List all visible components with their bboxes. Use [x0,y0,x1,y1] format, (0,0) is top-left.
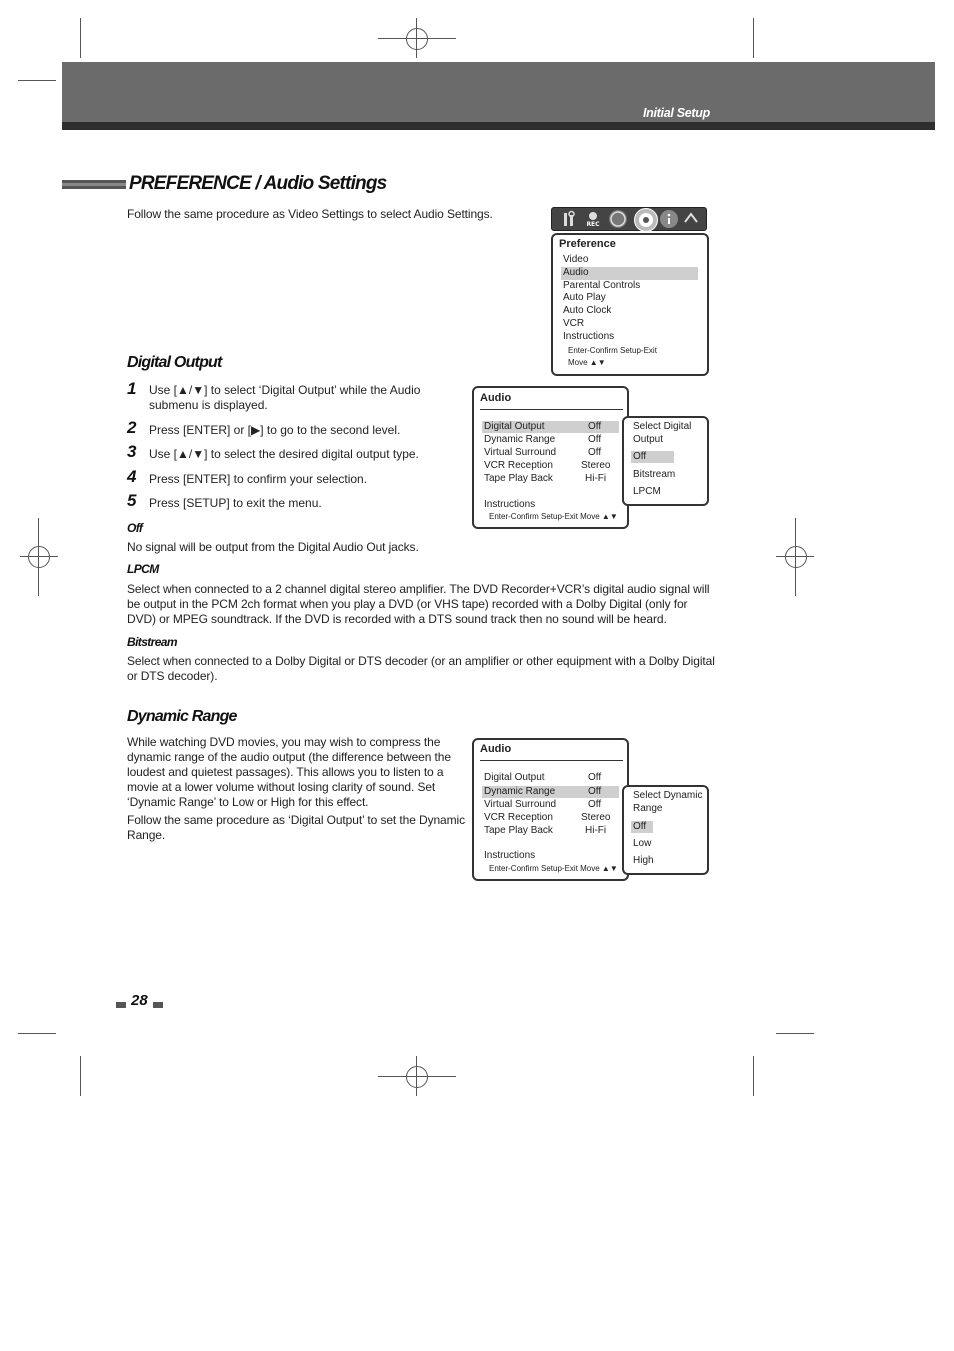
audio-row-value: Off [588,421,602,432]
submenu-title: Range [633,803,663,814]
page-number-bar [116,1002,126,1008]
audio-row-value: Off [588,447,602,458]
audio-row-value: Stereo [581,812,611,823]
registration-mark [406,28,428,50]
crop-mark [18,80,56,81]
audio-row-value: Off [588,799,602,810]
step-text: Press [ENTER] or [▶] to go to the second level. [149,423,401,437]
instructions-label: Instructions [484,499,536,510]
step-text: Use [▲/▼] to select ‘Digital Output’ while the Audio submenu is displayed. [149,383,421,412]
dynamic-range-heading: Dynamic Range [127,708,237,725]
audio-row-value: Hi-Fi [585,473,607,484]
submenu-title: Output [633,434,664,445]
dynamic-range-description: While watching DVD movies, you may wish to compress the dynamic range of the audio output (the difference between the loudest and quietest passages). This allows you to listen to a movie at a lower volume without losing clarity of sound. Set ‘Dynamic Range’ to Low or High for this effect. [127,735,451,809]
audio-row-value: Off [588,772,602,783]
crop-mark [18,1033,56,1034]
intro-text: Follow the same procedure as Video Settings to select Audio Settings. [127,207,493,221]
header-underline [62,122,935,130]
option-low[interactable]: Low [633,838,652,849]
audio-row-label[interactable]: VCR Reception [484,812,553,823]
menu-icon-bar [551,207,707,231]
bitstream-description: Select when connected to a Dolby Digital or DTS decoder (or an amplifier or other equipment with a Dolby Digital or DTS decoder). [127,654,715,683]
crop-mark [753,1056,754,1096]
audio-row-value: Off [588,434,602,445]
step-number: 1 [127,379,137,398]
preference-menu-title: Preference [559,238,616,250]
audio-row-value: Stereo [581,460,611,471]
audio-row-value: Off [588,786,602,797]
divider [480,760,623,761]
step-number: 4 [127,467,137,486]
menu-footer-move: Move ▲▼ [568,358,606,367]
preference-icon [634,208,658,232]
crop-mark [753,18,754,58]
menu-item-instructions[interactable]: Instructions [563,331,615,342]
lpcm-heading: LPCM [127,562,159,576]
title-bar-accent [62,183,126,186]
rec-icon-label: REC [586,221,600,228]
info-icon [660,210,678,228]
instructions-label: Instructions [484,850,536,861]
option-off[interactable]: Off [633,451,647,462]
audio-row-label[interactable]: Digital Output [484,421,545,432]
audio-row-label[interactable]: Dynamic Range [484,434,556,445]
bitstream-heading: Bitstream [127,635,177,649]
section-label: Initial Setup [643,106,710,120]
divider [480,409,623,410]
page-number-bar [153,1002,163,1008]
page-number: 28 [131,992,148,1009]
page-title: PREFERENCE / Audio Settings [129,173,387,194]
audio-row-label[interactable]: Virtual Surround [484,447,557,458]
audio-row-label[interactable]: Digital Output [484,772,545,783]
tools-icon [682,210,700,228]
audio-menu [472,386,629,529]
registration-mark [28,546,50,568]
lpcm-description: Select when connected to a 2 channel digital stereo amplifier. The DVD Recorder+VCR’s digital audio signal will be output in the PCM 2ch format when you play a DVD (or VHS tape) recorded with a Dolby Digital (only for DVD) or MPEG soundtrack. If the DVD is recorded with a DTS sound track then no sound will be heard. [127,582,710,626]
registration-mark [785,546,807,568]
step-text: Use [▲/▼] to select the desired digital output type. [149,447,419,461]
step-text: Press [ENTER] to confirm your selection. [149,472,368,486]
step-number: 5 [127,491,137,510]
menu-item-auto-clock[interactable]: Auto Clock [563,305,612,316]
menu-item-video[interactable]: Video [563,254,589,265]
option-off[interactable]: Off [633,821,647,832]
registration-mark [406,1066,428,1088]
audio-row-label[interactable]: Tape Play Back [484,825,553,836]
audio-row-label[interactable]: Tape Play Back [484,473,553,484]
audio-row-value: Hi-Fi [585,825,607,836]
submenu-title: Select Digital [633,421,692,432]
header-band [62,62,935,122]
step-number: 3 [127,442,137,461]
menu-item-vcr[interactable]: VCR [563,318,585,329]
menu-item-auto-play[interactable]: Auto Play [563,292,606,303]
audio-menu [472,738,629,881]
off-description: No signal will be output from the Digital Audio Out jacks. [127,540,419,554]
wrench-icon [560,210,578,228]
dial-icon [609,210,627,228]
dynamic-range-submenu [622,785,709,875]
audio-menu-title: Audio [480,743,512,755]
dynamic-range-instruction: Follow the same procedure as ‘Digital Output’ to set the Dynamic Range. [127,813,465,842]
menu-footer: Enter-Confirm Setup-Exit Move ▲▼ [489,864,618,873]
step-text: Press [SETUP] to exit the menu. [149,496,322,510]
off-heading: Off [127,521,143,535]
audio-row-label[interactable]: Dynamic Range [484,786,556,797]
audio-menu-title: Audio [480,392,512,404]
crop-mark [80,1056,81,1096]
menu-footer: Enter-Confirm Setup-Exit Move ▲▼ [489,512,618,521]
menu-item-audio[interactable]: Audio [563,267,589,278]
submenu-title: Select Dynamic [633,790,703,801]
audio-row-label[interactable]: Virtual Surround [484,799,557,810]
crop-mark [776,1033,814,1034]
menu-footer: Enter-Confirm Setup-Exit [568,346,657,355]
option-high[interactable]: High [633,855,654,866]
option-lpcm[interactable]: LPCM [633,486,661,497]
digital-output-heading: Digital Output [127,354,222,371]
rec-icon [584,210,602,228]
audio-row-label[interactable]: VCR Reception [484,460,553,471]
digital-output-submenu [622,416,709,506]
preference-menu [551,233,709,376]
option-bitstream[interactable]: Bitstream [633,469,676,480]
menu-item-parental-controls[interactable]: Parental Controls [563,280,641,291]
crop-mark [80,18,81,58]
step-number: 2 [127,418,137,437]
